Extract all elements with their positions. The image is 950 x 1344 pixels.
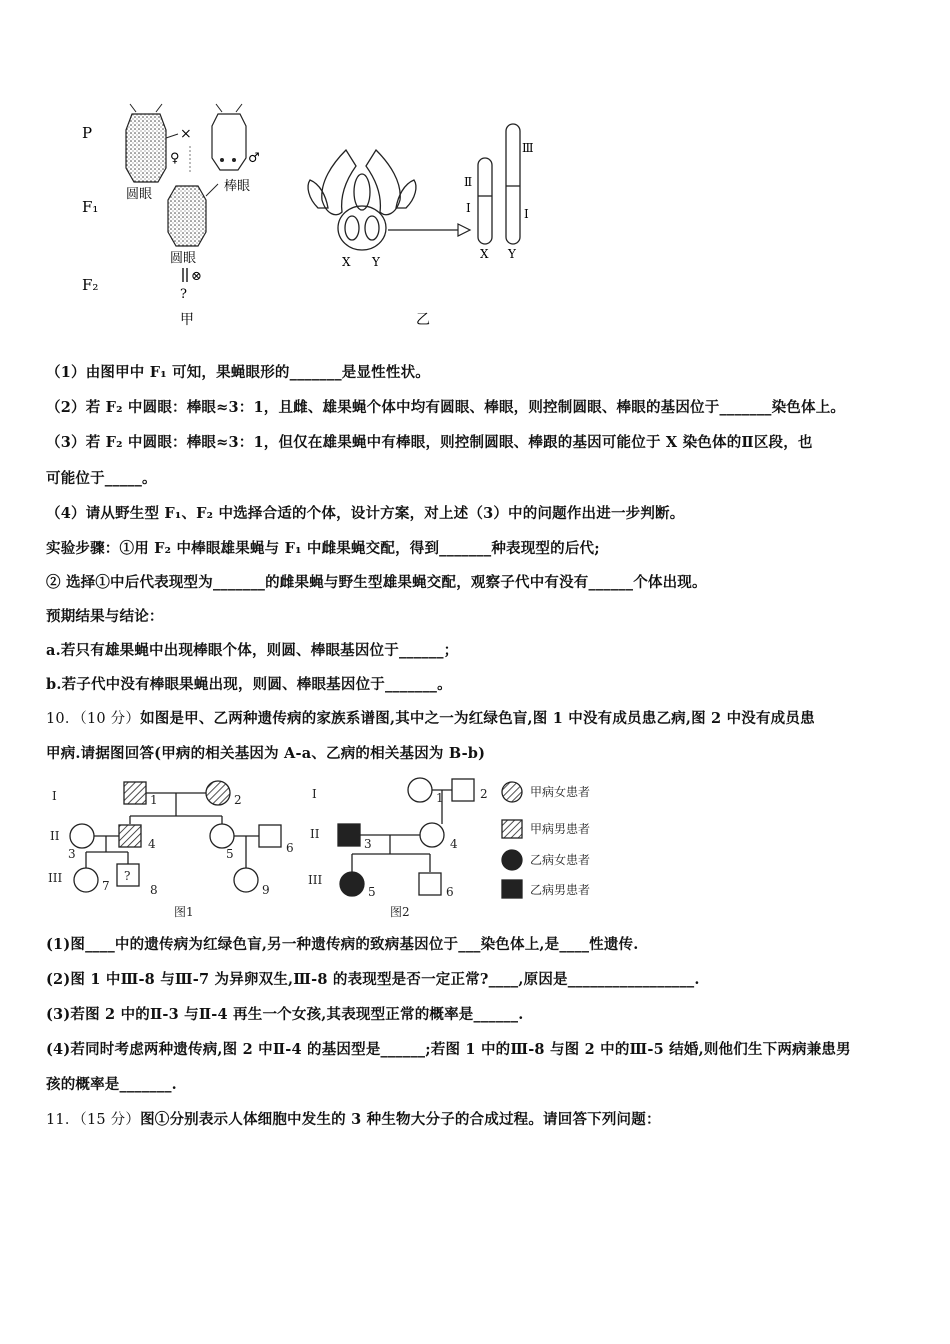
fig1-II6-male <box>259 825 281 847</box>
q9-line-1: （1）由图甲中 F₁ 可知，果蝇眼形的_______是显性性状。 <box>46 364 430 381</box>
q9-line-2: （2）若 F₂ 中圆眼：棒眼≈3：1，且雌、雄果蝇个体中均有圆眼、棒眼，则控制圆眼、棒眼的基因位于_______染色体上。 <box>46 399 846 416</box>
q11-stem-text: 图①分别表示人体细胞中发生的 3 种生物大分子的合成过程。请回答下列问题： <box>140 1111 661 1128</box>
fly-male-bar-eye <box>212 104 246 170</box>
fig2-II3-affected-male <box>338 824 360 846</box>
q9-line-5: （4）请从野生型 F₁、F₂ 中选择合适的个体，设计方案，对上述（3）中的问题作出进一步判断。 <box>46 505 685 522</box>
chrom-label-Y: Y <box>508 247 516 261</box>
fig2-gen-III: III <box>308 873 323 887</box>
q10-sub-3: (3)若图 2 中的Ⅱ-3 与Ⅱ-4 再生一个女孩,其表现型正常的概率是______. <box>46 1006 524 1023</box>
legend-jia-male: 甲病男患者 <box>530 822 591 836</box>
q9-line-4: 可能位于_____。 <box>46 470 157 487</box>
region-III: Ⅲ <box>522 141 534 155</box>
label-question: ? <box>180 287 187 302</box>
fig2-III6-male <box>419 873 441 895</box>
fig1-II3-female <box>70 824 94 848</box>
q9-line-3: （3）若 F₂ 中圆眼：棒眼≈3：1，但仅在雄果蝇中有棒眼，则控制圆眼、棒跟的基因可能位于 X 染色体的Ⅱ区段，也 <box>46 434 813 451</box>
region-I-left: Ⅰ <box>466 201 471 215</box>
label-F2: F₂ <box>82 276 99 294</box>
pedigree-figures <box>46 772 616 922</box>
fig2-label-5: 5 <box>368 885 376 899</box>
fig2-caption: 图2 <box>390 905 410 919</box>
fig2-label-2: 2 <box>480 787 488 801</box>
selfing-symbol: ⊗ <box>191 269 202 284</box>
fig1-II4-affected-male <box>119 825 141 847</box>
q10-number: 10．（10 分） <box>46 711 141 727</box>
fig1-I2-affected-female <box>206 781 230 805</box>
fig2-gen-II: II <box>310 827 320 841</box>
fig1-label-7: 7 <box>102 879 110 893</box>
fig2-label-6: 6 <box>446 885 454 899</box>
fig1-III9-female <box>234 868 258 892</box>
legend-jia-female-icon <box>502 782 522 802</box>
fig2-label-3: 3 <box>364 837 372 851</box>
legend-yi-female: 乙病女患者 <box>530 853 591 867</box>
fig2-label-1: 1 <box>436 791 444 805</box>
q10-sub-1: (1)图____中的遗传病为红绿色盲,另一种遗传病的致病基因位于___染色体上,是____性遗传. <box>46 936 639 953</box>
fig1-label-6: 6 <box>286 841 294 855</box>
label-bar-eye: 棒眼 <box>224 179 251 194</box>
pair-label-X: X <box>342 255 351 269</box>
fig1-I1-affected-male <box>124 782 146 804</box>
fig2-I2-male <box>452 779 474 801</box>
legend-jia-female: 甲病女患者 <box>530 785 591 799</box>
fig1-label-8: 8 <box>150 883 158 897</box>
fig1-label-1: 1 <box>150 793 158 807</box>
chrom-label-X: X <box>480 247 489 261</box>
fig1-II5-female <box>210 824 234 848</box>
caption-yi: 乙 <box>416 312 430 328</box>
q10-stem-line-1 <box>46 707 815 728</box>
legend-yi-male: 乙病男患者 <box>530 883 591 897</box>
q11-stem <box>46 1108 661 1129</box>
female-symbol: ♀ <box>170 151 180 166</box>
q10-stem-line-2: 甲病.请据图回答(甲病的相关基因为 A-a、乙病的相关基因为 B-b) <box>46 745 486 762</box>
fig1-gen-I: I <box>52 789 57 803</box>
fig2-I1-female <box>408 778 432 802</box>
fig1-gen-III: III <box>48 871 63 885</box>
fig2-III5-affected-female <box>340 872 364 896</box>
fig1-label-2: 2 <box>234 793 242 807</box>
fly-f1-round-eye <box>168 184 218 246</box>
q11-number: 11．（15 分） <box>46 1112 141 1128</box>
q9-line-9: a.若只有雄果蝇中出现棒眼个体，则圆、棒眼基因位于______； <box>46 642 459 659</box>
legend-yi-male-icon <box>502 880 522 898</box>
fig1-label-question: ? <box>124 869 131 883</box>
male-symbol: ♂ <box>248 151 260 166</box>
q9-line-7: ② 选择①中后代表现型为_______的雌果蝇与野生型雄果蝇交配，观察子代中有没有______个体出现。 <box>46 574 707 591</box>
label-f1-round-eye: 圆眼 <box>170 251 197 266</box>
q10-stem-text: 如图是甲、乙两种遗传病的家族系谱图,其中之一为红绿色盲,图 1 中没有成员患乙病,图 2 中没有成员患 <box>140 710 815 727</box>
fig1-label-3: 3 <box>68 847 76 861</box>
region-II: Ⅱ <box>464 175 473 189</box>
q10-sub-4b: 孩的概率是_______. <box>46 1076 177 1093</box>
fig1-label-4: 4 <box>148 837 156 851</box>
fig2-II4-female <box>420 823 444 847</box>
chromosome-pairing <box>308 150 416 250</box>
label-F1: F₁ <box>82 198 99 216</box>
label-P: P <box>82 124 93 142</box>
region-I-right: Ⅰ <box>524 207 529 221</box>
fig1-gen-II: II <box>50 829 60 843</box>
q10-sub-2: (2)图 1 中Ⅲ-8 与Ⅲ-7 为异卵双生,Ⅲ-8 的表现型是否一定正常?____,原因是_________________. <box>46 971 700 988</box>
q9-line-6: 实验步骤：①用 F₂ 中棒眼雄果蝇与 F₁ 中雌果蝇交配，得到_______种表现型的后代; <box>46 540 600 557</box>
legend-jia-male-icon <box>502 820 522 838</box>
q10-sub-4a: (4)若同时考虑两种遗传病,图 2 中Ⅱ-4 的基因型是______;若图 1 中的Ⅲ-8 与图 2 中的Ⅲ-5 结婚,则他们生下两病兼患男 <box>46 1041 851 1058</box>
sex-chromosomes <box>478 124 520 244</box>
fig1-label-9: 9 <box>262 883 270 897</box>
fig1-III7-female <box>74 868 98 892</box>
label-round-eye: 圆眼 <box>126 187 153 202</box>
fig1-label-5: 5 <box>226 847 234 861</box>
caption-jia: 甲 <box>180 312 194 328</box>
fig1-caption: 图1 <box>174 905 194 919</box>
legend-yi-female-icon <box>502 850 522 870</box>
fly-female-round-eye <box>126 104 178 182</box>
cross-symbol: × <box>180 126 192 142</box>
pair-label-Y: Y <box>372 255 380 269</box>
fig2-label-4: 4 <box>450 837 458 851</box>
q9-line-10: b.若子代中没有棒眼果蝇出现，则圆、棒眼基因位于_______。 <box>46 676 452 693</box>
q9-line-8: 预期结果与结论： <box>46 608 164 625</box>
fig2-gen-I: I <box>312 787 317 801</box>
figure-jia-yi <box>70 100 560 335</box>
